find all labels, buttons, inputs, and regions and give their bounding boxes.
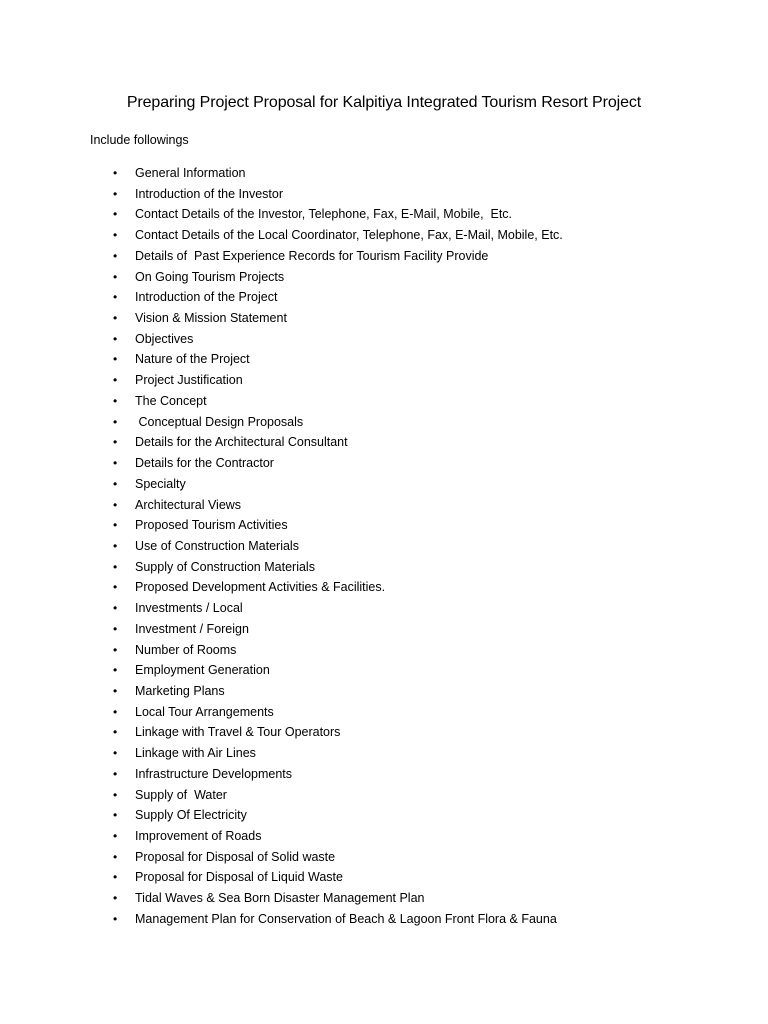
intro-text: Include followings bbox=[90, 133, 189, 147]
list-item-text: Introduction of the Investor bbox=[135, 186, 284, 201]
bullet-icon: • bbox=[113, 497, 118, 512]
bullet-icon: • bbox=[113, 476, 118, 491]
bullet-icon: • bbox=[113, 186, 118, 201]
bullet-icon: • bbox=[113, 621, 118, 636]
bullet-icon: • bbox=[113, 538, 118, 553]
list-item-text: Nature of the Project bbox=[135, 352, 250, 367]
bullet-icon: • bbox=[113, 559, 118, 574]
bullet-icon: • bbox=[113, 248, 118, 263]
list-item-text: The Concept bbox=[135, 393, 207, 408]
bullet-icon: • bbox=[113, 352, 118, 367]
list-item-text: Objectives bbox=[135, 331, 194, 346]
bullet-icon: • bbox=[113, 269, 118, 284]
list-item-text: Tidal Waves & Sea Born Disaster Management Plan bbox=[135, 891, 425, 906]
list-item-text: Employment Generation bbox=[135, 663, 270, 678]
list-item-text: Proposal for Disposal of Solid waste bbox=[135, 849, 336, 864]
bullet-icon: • bbox=[113, 746, 118, 761]
list-item-text: Supply Of Electricity bbox=[135, 808, 247, 823]
list-item-text: Supply of Construction Materials bbox=[135, 559, 315, 574]
bullet-icon: • bbox=[113, 518, 118, 533]
list-item-text: Use of Construction Materials bbox=[135, 538, 299, 553]
list-item-text: Local Tour Arrangements bbox=[135, 704, 274, 719]
list-item-text: Details of Past Experience Records for Tourism Facility Provide bbox=[135, 248, 489, 263]
bullet-icon: • bbox=[113, 373, 118, 388]
list-item-text: General Information bbox=[135, 166, 246, 180]
bullet-icon: • bbox=[113, 228, 118, 243]
list-item-text: Investments / Local bbox=[135, 601, 243, 616]
bullet-icon: • bbox=[113, 911, 118, 926]
list-item-text: Details for the Contractor bbox=[135, 456, 274, 471]
list-item-text: Number of Rooms bbox=[135, 642, 237, 657]
list-item-text: Linkage with Travel & Tour Operators bbox=[135, 725, 341, 740]
bullet-icon: • bbox=[113, 393, 118, 408]
list-item-text: Investment / Foreign bbox=[135, 621, 249, 636]
bullet-icon: • bbox=[113, 601, 118, 616]
bullet-icon: • bbox=[113, 642, 118, 657]
bullet-icon: • bbox=[113, 414, 118, 429]
bullet-icon: • bbox=[113, 456, 118, 471]
bullet-icon: • bbox=[113, 725, 118, 740]
bullet-icon: • bbox=[113, 580, 118, 595]
list-item-text: Improvement of Roads bbox=[135, 829, 262, 843]
list-item-text: Project Justification bbox=[135, 373, 243, 388]
bullet-icon: • bbox=[113, 849, 118, 864]
document-title: Preparing Project Proposal for Kalpitiya Integrated Tourism Resort Project bbox=[126, 94, 642, 111]
list-item-text: Infrastructure Developments bbox=[135, 766, 293, 781]
bullet-icon: • bbox=[113, 663, 118, 678]
bullet-icon: • bbox=[113, 766, 118, 781]
bullet-icon: • bbox=[113, 311, 118, 326]
list-item-text: Proposal for Disposal of Liquid Waste bbox=[135, 870, 343, 885]
list-item-text: Introduction of the Project bbox=[135, 290, 278, 305]
bullet-icon: • bbox=[113, 704, 118, 719]
bullet-icon: • bbox=[113, 331, 118, 346]
bullet-icon: • bbox=[113, 207, 118, 222]
list-item-text: Management Plan for Conservation of Beach & Lagoon Front Flora & Fauna bbox=[135, 911, 557, 926]
bullet-icon: • bbox=[113, 787, 118, 802]
bullet-icon: • bbox=[113, 435, 118, 450]
bullet-icon: • bbox=[113, 870, 118, 885]
list-item-text: Specialty bbox=[135, 476, 186, 491]
list-item-text: Architectural Views bbox=[135, 497, 242, 512]
list-item-text: Proposed Tourism Activities bbox=[135, 518, 288, 533]
list-item-text: Supply of Water bbox=[135, 787, 227, 802]
bullet-icon: • bbox=[113, 829, 118, 843]
bullet-icon: • bbox=[113, 891, 118, 906]
list-item-text: Conceptual Design Proposals bbox=[135, 414, 304, 429]
bullet-icon: • bbox=[113, 290, 118, 305]
list-item-text: Vision & Mission Statement bbox=[135, 311, 287, 326]
list-item-text: Linkage with Air Lines bbox=[135, 746, 256, 761]
list-item-text: Details for the Architectural Consultant bbox=[135, 435, 348, 450]
bullet-icon: • bbox=[113, 808, 118, 823]
bullet-icon: • bbox=[113, 166, 118, 180]
list-item-text: Contact Details of the Local Coordinator, Telephone, Fax, E-Mail, Mobile, Etc. bbox=[135, 228, 563, 243]
list-item-text: On Going Tourism Projects bbox=[135, 269, 285, 284]
list-item-text: Proposed Development Activities & Facilities. bbox=[135, 580, 386, 595]
list-item-text: Marketing Plans bbox=[135, 683, 225, 698]
list-item-text: Contact Details of the Investor, Telephone, Fax, E-Mail, Mobile, Etc. bbox=[135, 207, 513, 222]
bullet-icon: • bbox=[113, 683, 118, 698]
